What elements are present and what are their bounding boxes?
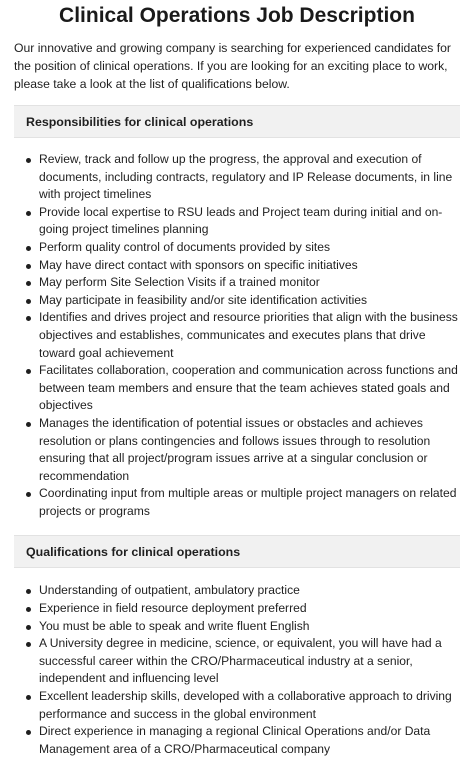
- responsibility-item: [39, 362, 460, 415]
- list-item-text: Perform quality control of documents provided by sites: [39, 239, 331, 254]
- list-item-text: Facilitates collaboration, cooperation and communication across functions and between team members and ensure that the team achieves stated goals and objectives: [39, 363, 458, 413]
- qualification-item: [39, 582, 460, 600]
- bullet-icon: [26, 158, 31, 163]
- bullet-icon: [26, 281, 31, 286]
- list-item-text: You must be able to speak and write fluent English: [39, 618, 310, 633]
- list-item-text: A University degree in medicine, science, or equivalent, you will have had a successful career within the CRO/Pharmaceutical industry at a senior, independent and influencing level: [39, 636, 442, 686]
- bullet-icon: [26, 642, 31, 647]
- list-item-text: Experience in field resource deployment preferred: [39, 601, 307, 616]
- list-item-text: Identifies and drives project and resource priorities that align with the business objectives and establishes, communicates and executes plans that drive toward goal achievement: [39, 310, 458, 360]
- bullet-icon: [26, 589, 31, 594]
- responsibility-item: [39, 151, 460, 204]
- list-item-text: Review, track and follow up the progress, the approval and execution of documents, including contracts, regulatory and IP Release documents, in line with project timelines: [39, 152, 453, 202]
- qualification-item: [39, 635, 460, 688]
- list-item-text: Direct experience in managing a regional Clinical Operations and/or Data Management area of a CRO/Pharmaceutical company: [39, 724, 431, 756]
- bullet-icon: [26, 211, 31, 216]
- qualification-item: [39, 618, 460, 636]
- bullet-icon: [26, 695, 31, 700]
- responsibility-item: [39, 257, 460, 275]
- list-item-text: Excellent leadership skills, developed with a collaborative approach to driving performance and success in the global environment: [39, 689, 452, 721]
- page-title: Clinical Operations Job Description: [59, 4, 415, 27]
- bullet-icon: [26, 625, 31, 630]
- qualifications-header: Qualifications for clinical operations: [14, 535, 460, 568]
- list-item-text: Coordinating input from multiple areas or multiple project managers on related projects or programs: [39, 486, 457, 518]
- responsibilities-header: Responsibilities for clinical operations: [14, 105, 460, 138]
- responsibility-item: [39, 292, 460, 310]
- list-item-text: Understanding of outpatient, ambulatory practice: [39, 583, 300, 598]
- responsibility-item: [39, 239, 460, 257]
- list-item-text: Provide local expertise to RSU leads and Project team during initial and on-going project timelines planning: [39, 204, 443, 237]
- responsibility-item: [39, 204, 460, 239]
- bullet-icon: [26, 264, 31, 269]
- bullet-icon: [26, 246, 31, 251]
- qualification-item: [39, 723, 460, 758]
- responsibility-item: [39, 309, 460, 362]
- bullet-icon: [26, 369, 31, 374]
- list-item-text: May have direct contact with sponsors on specific initiatives: [39, 257, 358, 272]
- responsibility-item: [39, 274, 460, 292]
- intro-paragraph: Our innovative and growing company is searching for experienced candidates for the position of clinical operations. If you are looking for an exciting place to work, please take a look at the list of qualifications below.: [14, 41, 451, 91]
- responsibility-item: [39, 485, 460, 520]
- qualification-item: [39, 688, 460, 723]
- bullet-icon: [26, 492, 31, 497]
- bullet-icon: [26, 422, 31, 427]
- list-item-text: Manages the identification of potential issues or obstacles and achieves resolution or plans contingencies and follows issues through to resolution ensuring that all project/program issues arrive at a singular conclusion or recommendation: [39, 415, 431, 483]
- bullet-icon: [26, 316, 31, 321]
- bullet-icon: [26, 299, 31, 304]
- responsibilities-list: [14, 151, 460, 520]
- responsibility-item: [39, 415, 460, 485]
- qualifications-list: [14, 582, 460, 758]
- qualification-item: [39, 600, 460, 618]
- list-item-text: May perform Site Selection Visits if a trained monitor: [39, 275, 320, 290]
- bullet-icon: [26, 607, 31, 612]
- list-item-text: May participate in feasibility and/or site identification activities: [39, 292, 368, 307]
- bullet-icon: [26, 730, 31, 735]
